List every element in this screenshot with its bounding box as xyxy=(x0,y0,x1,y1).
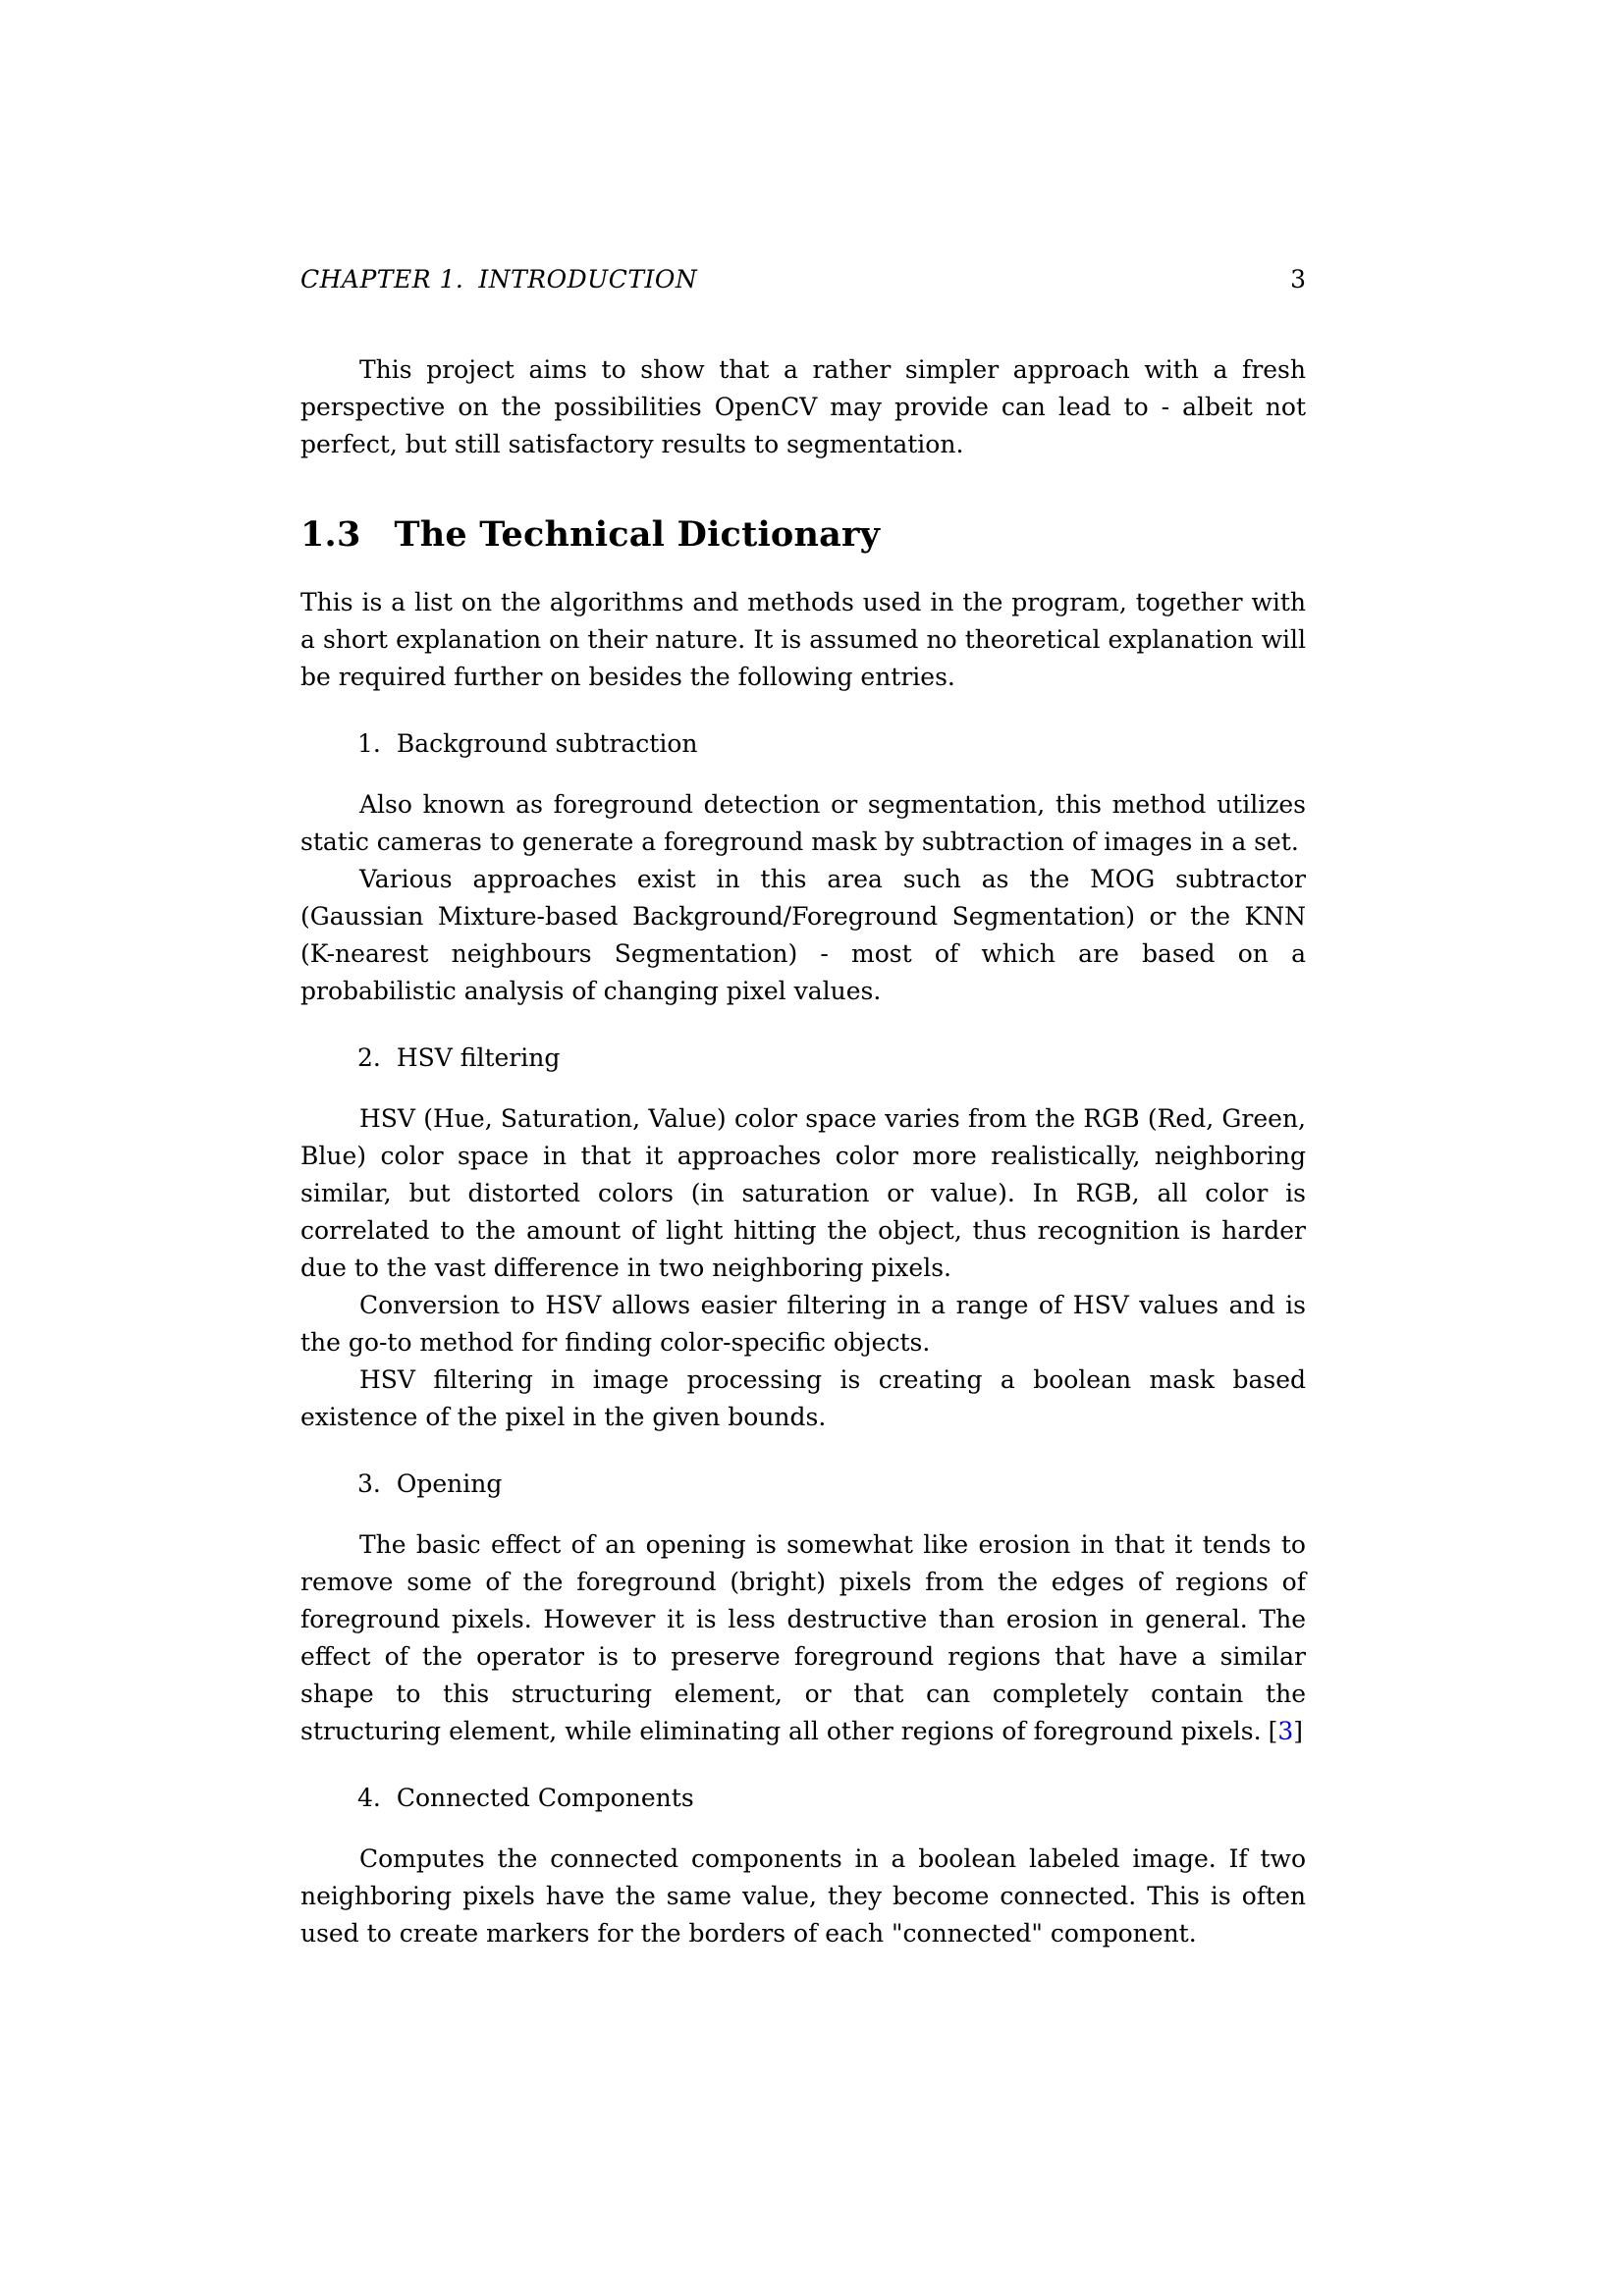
entry-connected-components xyxy=(300,1780,1306,1952)
running-header-section-title: INTRODUCTION xyxy=(478,265,698,294)
citation-bracket-open: [ xyxy=(1268,1717,1278,1745)
section-number: 1.3 xyxy=(300,514,361,555)
entry-term-row xyxy=(357,725,1306,763)
running-header-left xyxy=(300,261,697,298)
citation-bracket-close: ] xyxy=(1293,1717,1303,1745)
entry-background-subtraction xyxy=(300,725,1306,1010)
citation-link-3[interactable]: 3 xyxy=(1277,1717,1294,1745)
entry-number: 4. xyxy=(357,1784,381,1812)
text-column xyxy=(300,261,1306,1952)
entry-number: 3. xyxy=(357,1469,381,1498)
entry-term-label: HSV filtering xyxy=(396,1043,561,1072)
running-header-chapter: CHAPTER 1. xyxy=(300,265,464,294)
entry-paragraph: HSV (Hue, Saturation, Value) color space varies from the RGB (Red, Green, Blue) color space in that it approaches color more realistically, neighboring similar, but distorted colors (in saturation or value). In RGB, all color is correlated to the amount of light hitting the object, thus recognition is harder due to the vast difference in two neighboring pixels. xyxy=(300,1104,1306,1282)
citation-3 xyxy=(1269,1717,1303,1745)
entry-term-label: Background subtraction xyxy=(396,729,698,758)
entry-paragraph xyxy=(300,1526,1306,1750)
page-number: 3 xyxy=(1290,265,1306,294)
entry-paragraph-text: The basic effect of an opening is somewhat like erosion in that it tends to remove some of the foreground (bright) pixels from the edges of regions of foreground pixels. However it is less destructive than erosion in general. The effect of the operator is to preserve foreground regions that have a similar shape to this structuring element, or that can completely contain the structuring element, while eliminating all other regions of foreground pixels. xyxy=(300,1530,1306,1745)
entry-paragraph: Computes the connected components in a boolean labeled image. If two neighboring pixels have the same value, they become connected. This is often used to create markers for the borders of each "connected" component. xyxy=(300,1844,1306,1948)
entry-paragraph: Conversion to HSV allows easier filtering in a range of HSV values and is the go-to method for finding color-specific objects. xyxy=(300,1291,1306,1357)
entry-term-row xyxy=(357,1040,1306,1077)
section-heading xyxy=(300,510,1306,560)
entry-opening xyxy=(300,1466,1306,1750)
entry-paragraph: HSV filtering in image processing is creating a boolean mask based existence of the pixel in the given bounds. xyxy=(300,1365,1306,1431)
section-lead-paragraph: This is a list on the algorithms and methods used in the program, together with a short explanation on their nature. It is assumed no theoretical explanation will be required further on besides the following entries. xyxy=(300,588,1306,691)
running-header xyxy=(300,261,1306,298)
section-title: The Technical Dictionary xyxy=(394,514,881,555)
entry-term-label: Opening xyxy=(396,1469,503,1498)
entry-term-row xyxy=(357,1780,1306,1817)
entry-number: 1. xyxy=(357,729,381,758)
entry-term-row xyxy=(357,1466,1306,1503)
entry-term-label: Connected Components xyxy=(396,1784,694,1812)
entry-paragraph: Various approaches exist in this area such as the MOG subtractor (Gaussian Mixture-based Background/Foreground Segmentation) or the KNN (K-nearest neighbours Segmentation) - most of which are based on a probabilistic analysis of changing pixel values. xyxy=(300,865,1306,1005)
entry-number: 2. xyxy=(357,1043,381,1072)
entry-hsv-filtering xyxy=(300,1040,1306,1436)
intro-paragraph: This project aims to show that a rather simpler approach with a fresh perspective on the possibilities OpenCV may provide can lead to - albeit not perfect, but still satisfactory results to segmentation. xyxy=(300,355,1306,458)
entry-paragraph: Also known as foreground detection or segmentation, this method utilizes static cameras to generate a foreground mask by subtraction of images in a set. xyxy=(300,790,1306,856)
